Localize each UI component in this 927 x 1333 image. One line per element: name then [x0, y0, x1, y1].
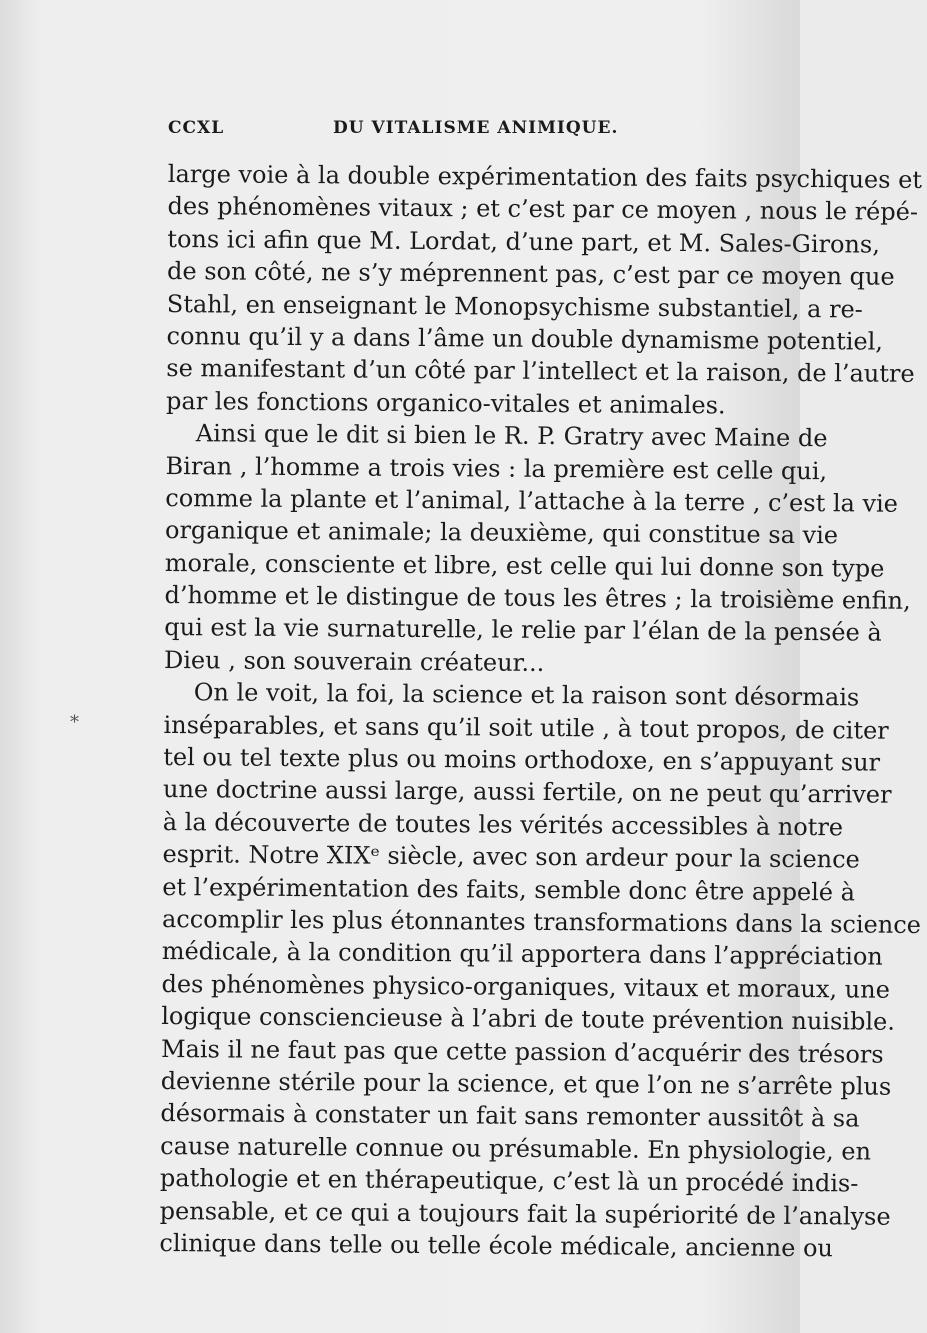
text-line: se manifestant d’un côté par l’intellect et la raison, de l’autre [166, 354, 915, 389]
text-line: pensable, et ce qui a toujours fait la supériorité de l’analyse [159, 1196, 891, 1231]
text-line: connu qu’il y a dans l’âme un double dynamisme potentiel, [166, 321, 884, 356]
text-line: Mais il ne faut pas que cette passion d’acquérir des trésors [160, 1034, 884, 1069]
margin-mark: * [70, 712, 79, 733]
text-line: médicale, à la condition qu’il apportera dans l’appréciation [161, 937, 883, 972]
text-line: à la découverte de toutes les vérités accessibles à notre [162, 807, 844, 842]
text-line: des phénomènes physico-organiques, vitaux et moraux, une [161, 969, 890, 1004]
text-line: inséparables, et sans qu’il soit utile , à tout propos, de citer [163, 710, 889, 745]
text-line: large voie à la double expérimentation des faits psychiques et [167, 159, 923, 194]
running-title: DU VITALISME ANIMIQUE. [333, 118, 619, 138]
text-line: désormais à constater un fait sans remonter aussitôt à sa [160, 1099, 860, 1133]
text-line: clinique dans telle ou telle école médicale, ancienne ou [159, 1228, 834, 1263]
page-header [168, 118, 768, 142]
page-number: CCXL [168, 118, 225, 138]
text-line: Biran , l’homme a trois vies : la première est celle qui, [165, 451, 828, 485]
text-line: On le voit, la foi, la science et la raison sont désormais [193, 678, 860, 712]
text-line: d’homme et le distingue de tous les êtres ; la troisième enfin, [164, 581, 911, 615]
text-line: par les fonctions organico-vitales et animales. [165, 386, 726, 420]
text-line: accomplir les plus étonnantes transformations dans la science [161, 904, 922, 939]
text-line: une doctrine aussi large, aussi fertile, on ne peut qu’arriver [162, 775, 892, 810]
body-text [159, 158, 923, 1264]
text-line: pathologie et en thérapeutique, c’est là un procédé indis- [159, 1164, 859, 1198]
text-line: logique consciencieuse à l’abri de toute prévention nuisible. [161, 1002, 896, 1036]
text-line: qui est la vie surnaturelle, le relie par l’élan de la pensée à [164, 613, 882, 648]
text-line: comme la plante et l’animal, l’attache à la terre , c’est la vie [165, 483, 899, 518]
text-line: des phénomènes vitaux ; et c’est par ce moyen , nous le répé- [167, 192, 919, 227]
text-line: morale, consciente et libre, est celle qui lui donne son type [164, 548, 885, 583]
text-line: Stahl, en enseignant le Monopsychisme substantiel, a re- [166, 289, 863, 324]
text-line: tel ou tel texte plus ou moins orthodoxe, en s’appuyant sur [163, 743, 881, 777]
text-line: Ainsi que le dit si bien le R. P. Gratry avec Maine de [195, 419, 828, 453]
text-line: esprit. Notre XIXᵉ siècle, avec son ardeur pour la science [162, 840, 860, 874]
text-line: Dieu , son souverain créateur... [163, 645, 545, 677]
text-line: cause naturelle connue ou présumable. En physiologie, en [160, 1131, 872, 1166]
text-line: devienne stérile pour la science, et que l’on ne s’arrête plus [160, 1066, 892, 1101]
text-line: tons ici afin que M. Lordat, d’une part, et M. Sales-Girons, [167, 224, 881, 259]
text-line: et l’expérimentation des faits, semble donc être appelé à [162, 872, 856, 907]
text-line: de son côté, ne s’y méprennent pas, c’est par ce moyen que [167, 257, 895, 291]
text-line: organique et animale; la deuxième, qui constitue sa vie [164, 516, 839, 550]
